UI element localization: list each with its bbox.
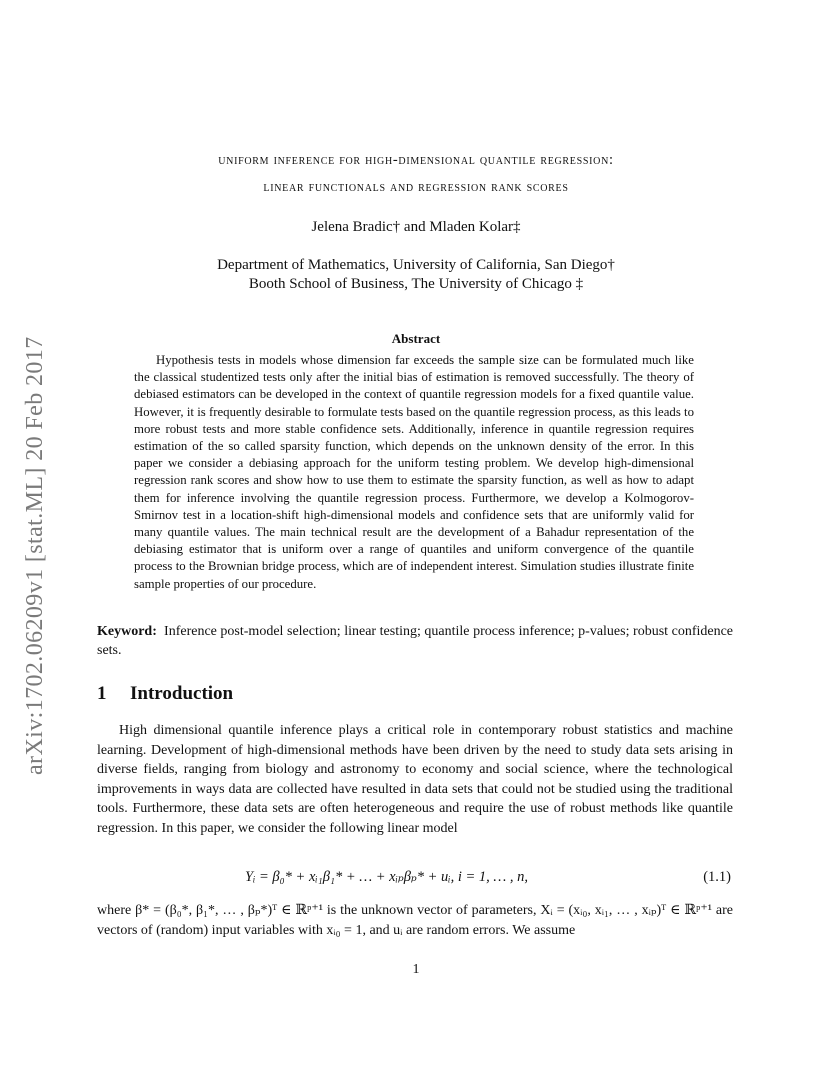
paper-title-line-2: linear functionals and regression rank scores: [263, 179, 569, 195]
abstract-heading: Abstract: [391, 331, 441, 346]
affiliation-2: Booth School of Business, The University of Chicago ‡: [248, 276, 584, 292]
page-number: 1: [412, 962, 420, 977]
affiliation-1: Department of Mathematics, University of California, San Diego†: [217, 257, 615, 273]
section-title: Introduction: [130, 683, 234, 704]
equation-body: Yᵢ = β₀* + xᵢ₁β₁* + … + xᵢₚβₚ* + uᵢ, i = 1, … , n,: [245, 869, 529, 885]
equation-label: (1.1): [703, 869, 731, 885]
keywords: [97, 622, 733, 660]
abstract-body: Hypothesis tests in models whose dimension far exceeds the sample size can be formulated much like the classical studentized tests only after the initial bias of estimation is removed successfully. The theory of debiased estimators can be developed in the context of quantile regression models for a fixed quantile value. However, it is frequently desirable to formulate tests based on the quantile regression process, as this leads to more robust tests and more stable confidence sets. Additionally, inference in quantile regression requires estimation of the so called sparsity function, which depends on the unknown density of the error. In this paper we consider a debiasing approach for the uniform testing problem. We develop high-dimensional regression rank scores and show how to use them to estimate the sparsity function, as well as how to adapt them for inference involving the quantile regression process. Furthermore, we develop a Kolmogorov-Smirnov test in a location-shift high-dimensional models and confidence sets that are uniformly valid for many quantile values. The main technical result are the development of a Bahadur representation of the debiasing estimator that is uniform over a range of quantiles and uniform convergence of the quantile process to the Brownian bridge process, which are of independent interest. Simulation studies illustrate finite sample properties of our procedure.: [134, 353, 694, 591]
intro-paragraph: High dimensional quantile inference plays a critical role in contemporary robust statistics and machine learning. Development of high-dimensional methods have been driven by the need to study data sets arising in diverse fields, ranging from biology and astronomy to economy and social science, where the technological improvements in ways data are collected have resulted in data sets that could not be studied using the traditional tools. Furthermore, these data sets are often heterogeneous and require the use of robust methods like quantile regression. In this paper, we consider the following linear model: [97, 723, 733, 836]
section-number: 1: [97, 683, 107, 704]
keyword-label: Keyword:: [97, 624, 157, 639]
section-heading: [97, 683, 233, 705]
arxiv-stamp-text: arXiv:1702.06209v1 [stat.ML] 20 Feb 2017: [22, 336, 48, 775]
authors: Jelena Bradic† and Mladen Kolar‡: [311, 219, 521, 235]
paper-title-line-1: uniform inference for high-dimensional quantile regression:: [218, 152, 614, 168]
keyword-text: Inference post-model selection; linear testing; quantile process inference; p-values; robust confidence sets.: [97, 624, 734, 658]
post-equation-text: where β* = (β₀*, β₁*, … , βₚ*)ᵀ ∈ ℝᵖ⁺¹ is the unknown vector of parameters, Xᵢ = (xᵢ₀, xᵢ₁, … , xᵢₚ)ᵀ ∈ ℝᵖ⁺¹ are vectors of (random) input variables with xᵢ₀ = 1, and uᵢ are random errors. We assume: [97, 903, 733, 938]
equation-1-1: [97, 869, 733, 891]
